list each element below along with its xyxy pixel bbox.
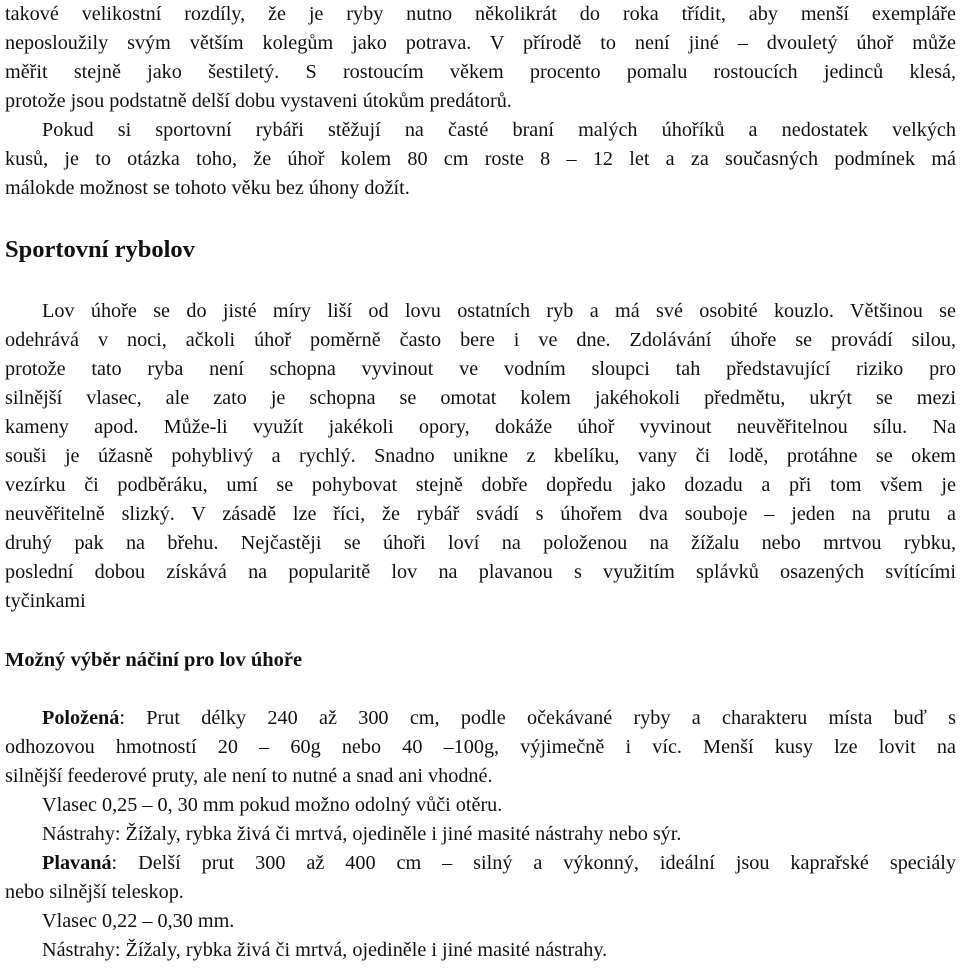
paragraph-line: neposloužily svým větším kolegům jako potrava. V přírodě to není jiné – dvouletý úhoř může: [5, 32, 956, 54]
paragraph-line: protože tato ryba není schopna vyvinout ve vodním sloupci tah představující riziko pro: [5, 358, 956, 380]
list-item-plavana: [42, 849, 956, 878]
paragraph-line: kameny apod. Může-li využít jakékoli opory, dokáže úhoř vyvinout neuvěřitelnou sílu. Na: [5, 416, 956, 438]
paragraph-line: měřit stejně jako šestiletý. S rostoucím věkem procento pomalu rostoucích jedinců klesá,: [5, 61, 956, 83]
paragraph-line: Pokud si sportovní rybáři stěžují na časté braní malých úhoříků a nedostatek velkých: [42, 119, 956, 141]
paragraph-line: souši je úžasně pohyblivý a rychlý. Snadno unikne z kbelíku, vany či lodě, protáhne se okem: [5, 445, 956, 467]
paragraph-line: Vlasec 0,22 – 0,30 mm.: [42, 910, 235, 932]
list-item-polozena: [42, 704, 956, 733]
paragraph-line: málokde možnost se tohoto věku bez úhony dožít.: [5, 177, 410, 199]
paragraph-line: poslední dobou získává na popularitě lov na plavanou s využitím splávků osazených svítícími: [5, 561, 956, 583]
term-plavana: Plavaná: [42, 852, 112, 874]
section-heading: Sportovní rybolov: [5, 236, 195, 263]
paragraph-line: silnější feederové pruty, ale není to nutné a snad ani vhodné.: [5, 765, 493, 787]
paragraph-line: Lov úhoře se do jisté míry liší od lovu ostatních ryb a má své osobité kouzlo. Většinou se: [42, 300, 956, 322]
polozena-text: : Prut délky 240 až 300 cm, podle očekávané ryby a charakteru místa buď s: [119, 707, 956, 729]
paragraph-line: Nástrahy: Žížaly, rybka živá či mrtvá, ojediněle i jiné masité nástrahy nebo sýr.: [42, 823, 682, 845]
paragraph-line: vezírku či podběráku, umí se pohybovat stejně dobře dopředu jako dozadu a při tom všem je: [5, 474, 956, 496]
paragraph-line: odehrává v noci, ačkoli úhoř poměrně často bere i ve dne. Zdolávání úhoře se provádí silou,: [5, 329, 956, 351]
paragraph-line: Nástrahy: Žížaly, rybka živá či mrtvá, ojediněle i jiné masité nástrahy.: [42, 939, 608, 961]
paragraph-line: Vlasec 0,25 – 0, 30 mm pokud možno odolný vůči otěru.: [42, 794, 503, 816]
paragraph-line: druhý pak na břehu. Nejčastěji se úhoři loví na položenou na žížalu nebo mrtvou rybku,: [5, 532, 956, 554]
paragraph-line: neuvěřitelně slizký. V zásadě lze říci, že rybář svádí s úhořem dva souboje – jeden na prutu a: [5, 503, 956, 525]
paragraph-line: silnější vlasec, ale zato je schopna se omotat kolem jakéhokoli předmětu, ukrýt se mezi: [5, 387, 956, 409]
paragraph-line: takové velikostní rozdíly, že je ryby nutno několikrát do roka třídit, aby menší exempláře: [5, 3, 956, 25]
term-polozena: Položená: [42, 707, 120, 729]
paragraph-line: tyčinkami: [5, 590, 86, 612]
paragraph-line: nebo silnější teleskop.: [5, 881, 184, 903]
paragraph-line: kusů, je to otázka toho, že úhoř kolem 80 cm roste 8 – 12 let a za současných podmínek má: [5, 148, 956, 170]
plavana-text: : Delší prut 300 až 400 cm – silný a výkonný, ideální jsou kaprařské speciály: [111, 852, 956, 874]
paragraph-line: protože jsou podstatně delší dobu vystaveni útokům predátorů.: [5, 90, 512, 112]
subsection-heading: Možný výběr náčiní pro lov úhoře: [5, 649, 303, 671]
paragraph-line: odhozovou hmotností 20 – 60g nebo 40 –100g, výjimečně i víc. Menší kusy lze lovit na: [5, 736, 956, 758]
